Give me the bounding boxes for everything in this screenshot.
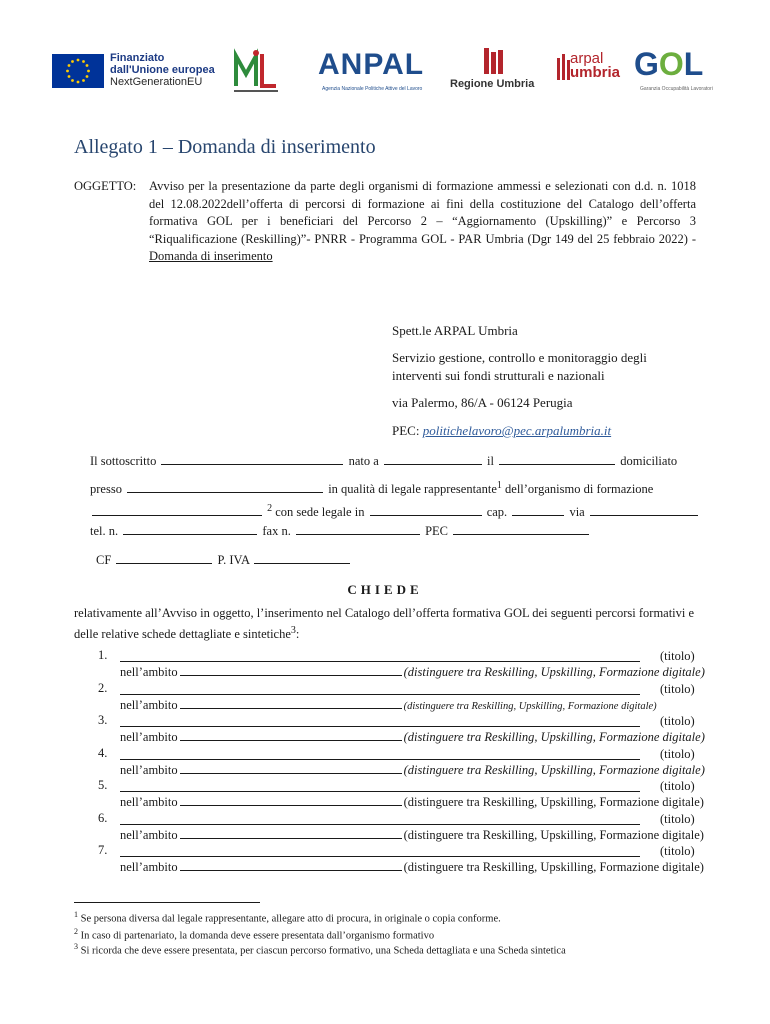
course-ambito-note: (distinguere tra Reskilling, Upskilling, Formazione digitale) <box>403 700 657 712</box>
course-ambito-field[interactable] <box>180 860 402 871</box>
arpal-word: arpal <box>570 50 604 67</box>
arpal-umbria-word: umbria <box>570 64 621 81</box>
gol-l: L <box>683 46 704 82</box>
course-ambito-label: nell’ambito <box>120 860 178 874</box>
anpal-word: ANPAL <box>318 48 425 81</box>
course-number: 5. <box>98 778 108 792</box>
course-title-field[interactable] <box>120 824 640 825</box>
footnote-ref-3: 3 <box>290 625 296 636</box>
field-fax[interactable] <box>296 524 420 535</box>
regione-umbria-label: Regione Umbria <box>450 78 535 90</box>
course-title-field[interactable] <box>120 726 640 727</box>
ministry-logo <box>230 48 282 96</box>
course-title-field[interactable] <box>120 694 640 695</box>
oggetto-body <box>149 178 696 266</box>
label-presso: presso <box>90 482 122 497</box>
course-ambito-label: nell’ambito <box>120 827 178 842</box>
gol-word <box>634 46 703 82</box>
course-ambito-field[interactable] <box>180 795 402 806</box>
field-tel[interactable] <box>123 524 257 535</box>
course-ambito-row <box>120 828 704 843</box>
label-sede-legale: con sede legale in <box>272 505 365 520</box>
course-ambito-label: nell’ambito <box>120 795 178 809</box>
label-sottoscritto: Il sottoscritto <box>90 454 157 468</box>
course-ambito-field[interactable] <box>180 665 402 676</box>
course-title-label: (titolo) <box>660 649 695 663</box>
anpal-logo <box>318 48 433 96</box>
intro-text: relativamente all’Avviso in oggetto, l’inserimento nel Catalogo dell’offerta formativa GOL dei seguenti percorsi formativi e delle relative schede dettagliate e sintetiche <box>74 606 695 642</box>
field-cap[interactable] <box>512 505 564 516</box>
course-ambito-note: (distinguere tra Reskilling, Upskilling, Formazione digitale) <box>403 795 704 809</box>
footnote-number: 2 <box>74 927 78 936</box>
label-cf: CF <box>96 553 112 567</box>
footnote-3 <box>74 942 566 957</box>
pec-email-link[interactable]: politichelavoro@pec.arpalumbria.it <box>422 423 612 438</box>
footnote-ref-2: 2 <box>267 503 273 514</box>
course-ambito-label: nell’ambito <box>120 762 178 777</box>
footnote-number: 1 <box>74 910 78 919</box>
recipient-address: via Palermo, 86/A - 06124 Perugia <box>392 395 573 410</box>
oggetto-text: Avviso per la presentazione da parte degli organismi di formazione ammessi e selezionati con d.d. n. 1018 del 12.08.2022dell’offerta di percorsi di formazione ai fini della costituzione del Catalogo dell’offerta formativa GOL per i beneficiari del Percorso 2 – “Aggiornamento (Upskilling)” e Percorso 3 “Riqualificazione (Reskilling)”- PNRR - Programma GOL - PAR Umbria (Dgr 149 del 25 febbraio 2022) - <box>149 179 696 246</box>
eu-flag-icon <box>52 54 104 88</box>
label-legale-rappresentante: in qualità di legale rappresentante <box>328 482 497 497</box>
field-piva[interactable] <box>254 553 350 564</box>
course-ambito-field[interactable] <box>180 698 402 709</box>
course-title-label: (titolo) <box>660 811 695 826</box>
course-ambito-field[interactable] <box>180 730 402 741</box>
course-title-field[interactable] <box>120 856 640 857</box>
label-nato-a: nato a <box>348 454 379 468</box>
label-organismo: dell’organismo di formazione <box>501 482 654 497</box>
label-il: il <box>487 454 494 468</box>
regione-crest-icon <box>446 46 546 76</box>
regione-umbria-logo <box>446 46 546 96</box>
footnote-1 <box>74 910 501 925</box>
course-ambito-label: nell’ambito <box>120 665 178 679</box>
arpal-crest-icon <box>556 54 570 84</box>
gol-logo <box>634 46 713 96</box>
course-number: 4. <box>98 745 108 760</box>
recipient-name: Spett.le ARPAL Umbria <box>392 323 518 338</box>
gol-g: G <box>634 46 659 82</box>
label-via: via <box>569 505 585 520</box>
field-pec[interactable] <box>453 524 589 535</box>
eu-funding-label <box>110 52 215 88</box>
label-domiciliato: domiciliato <box>620 454 678 468</box>
course-title-label: (titolo) <box>660 844 695 858</box>
recipient-dept-1: Servizio gestione, controllo e monitoraggio degli <box>392 350 647 365</box>
field-presso[interactable] <box>127 482 323 493</box>
field-name[interactable] <box>161 454 343 465</box>
course-title-label: (titolo) <box>660 746 695 761</box>
label-fax: fax n. <box>262 524 291 538</box>
course-number: 2. <box>98 680 108 695</box>
course-title-label: (titolo) <box>660 681 695 696</box>
course-ambito-row <box>120 698 657 713</box>
page-title: Allegato 1 – Domanda di inserimento <box>74 136 376 158</box>
course-ambito-row <box>120 730 705 745</box>
footnote-text: Si ricorda che deve essere presentata, per ciascun percorso formativo, una Scheda dettagliata e una Scheda sintetica <box>78 945 566 957</box>
course-ambito-row <box>120 795 704 810</box>
row-contatti <box>90 523 591 540</box>
course-ambito-row <box>120 763 705 778</box>
footnote-text: Se persona diversa dal legale rappresentante, allegare atto di procura, in originale o copia conforme. <box>78 913 501 925</box>
recipient-pec <box>392 422 611 440</box>
course-ambito-field[interactable] <box>180 828 402 839</box>
row-sede <box>90 500 700 521</box>
course-ambito-label: nell’ambito <box>120 730 178 744</box>
oggetto-block <box>74 178 696 266</box>
footnote-text: In caso di partenariato, la domanda deve essere presentata dall’organismo formativo <box>78 930 435 942</box>
course-ambito-note: (distinguere tra Reskilling, Upskilling, Formazione digitale) <box>403 730 705 744</box>
oggetto-label: OGGETTO: <box>74 179 137 193</box>
eu-line-2: dall'Unione europea <box>110 64 215 76</box>
label-tel: tel. n. <box>90 524 119 538</box>
footnote-ref-1: 1 <box>496 480 502 491</box>
label-cap: cap. <box>486 505 508 520</box>
field-cf[interactable] <box>116 553 212 564</box>
intro-paragraph <box>74 604 698 643</box>
eu-line-3: NextGenerationEU <box>110 76 203 88</box>
field-birthdate[interactable] <box>499 454 615 465</box>
footnote-2 <box>74 927 434 942</box>
recipient-dept-2: interventi sui fondi strutturali e nazionali <box>392 368 605 383</box>
arpal-umbria-logo <box>556 48 622 96</box>
intro-end: : <box>295 627 300 642</box>
label-pec-field: PEC <box>425 524 449 538</box>
course-number: 6. <box>98 810 108 825</box>
course-ambito-field[interactable] <box>180 763 402 774</box>
course-number: 3. <box>98 713 108 727</box>
course-title-label: (titolo) <box>660 714 695 728</box>
course-ambito-note: (distinguere tra Reskilling, Upskilling, Formazione digitale) <box>403 762 705 777</box>
field-birthplace[interactable] <box>384 454 482 465</box>
course-ambito-row <box>120 665 705 680</box>
gol-o: O <box>658 46 684 82</box>
course-title-field[interactable] <box>120 661 640 662</box>
gol-subtitle: Garanzia Occupabilità Lavoratori <box>640 86 713 92</box>
course-ambito-label: nell’ambito <box>120 697 178 712</box>
eu-line-1: Finanziato <box>110 52 165 64</box>
course-ambito-note: (distinguere tra Reskilling, Upskilling, Formazione digitale) <box>403 827 704 842</box>
row-fiscale <box>96 552 352 569</box>
field-via[interactable] <box>590 505 698 516</box>
course-title-field[interactable] <box>120 791 640 792</box>
logo-band <box>0 40 770 100</box>
course-title-label: (titolo) <box>660 779 695 793</box>
footnote-number: 3 <box>74 942 78 951</box>
course-ambito-note: (distinguere tra Reskilling, Upskilling, Formazione digitale) <box>403 665 705 679</box>
row-presso <box>90 477 653 498</box>
anpal-subtitle: Agenzia Nazionale Politiche Attive del Lavoro <box>322 86 423 92</box>
course-number: 1. <box>98 648 108 662</box>
label-piva: P. IVA <box>217 553 250 567</box>
pec-label: PEC: <box>392 423 423 438</box>
oggetto-underlined: Domanda di inserimento <box>149 249 273 263</box>
row-sottoscritto <box>90 453 677 470</box>
field-sede[interactable] <box>370 505 482 516</box>
chiede-heading: CHIEDE <box>347 582 423 597</box>
field-organismo[interactable] <box>92 505 262 516</box>
course-number: 7. <box>98 843 108 857</box>
course-ambito-note: (distinguere tra Reskilling, Upskilling, Formazione digitale) <box>403 860 704 874</box>
course-title-field[interactable] <box>120 759 640 760</box>
footnote-divider <box>74 902 260 903</box>
course-ambito-row <box>120 860 704 875</box>
